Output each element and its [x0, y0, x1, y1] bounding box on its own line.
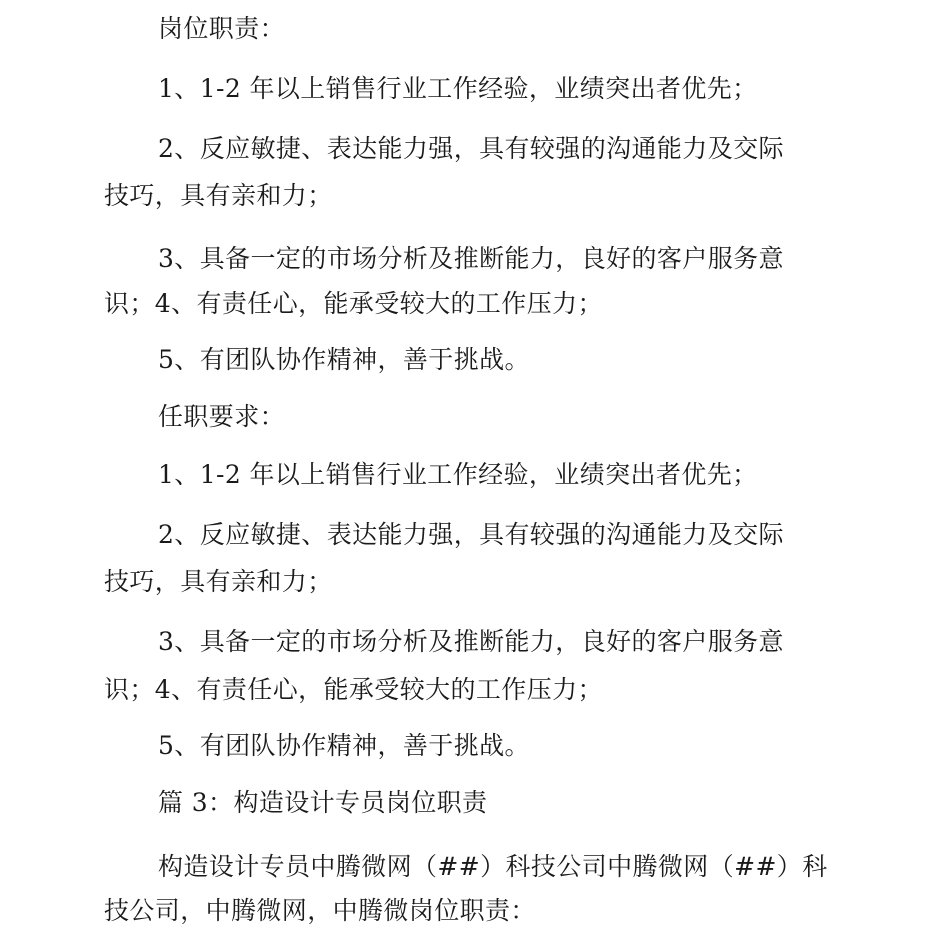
paragraph-line: 技巧，具有亲和力；	[104, 181, 333, 210]
section-heading-requirements: 任职要求：	[158, 402, 286, 431]
paragraph-line: 5、有团队协作精神，善于挑战。	[158, 345, 530, 374]
section-heading-duties: 岗位职责：	[158, 14, 286, 43]
paragraph-line: 3、具备一定的市场分析及推断能力，良好的客户服务意	[158, 627, 784, 656]
paragraph-line: 技公司，中腾微网，中腾微岗位职责：	[104, 896, 536, 925]
paragraph-line: 5、有团队协作精神，善于挑战。	[158, 731, 530, 760]
section-heading-article-3: 篇 3：构造设计专员岗位职责	[158, 788, 488, 817]
paragraph-line: 3、具备一定的市场分析及推断能力，良好的客户服务意	[158, 244, 784, 273]
paragraph-line: 识；4、有责任心，能承受较大的工作压力；	[104, 675, 603, 704]
paragraph-line: 2、反应敏捷、表达能力强，具有较强的沟通能力及交际	[158, 134, 784, 163]
paragraph-line: 构造设计专员中腾微网（##）科技公司中腾微网（##）科	[158, 852, 828, 881]
paragraph-line: 1、1-2 年以上销售行业工作经验，业绩突出者优先；	[158, 460, 758, 489]
paragraph-line: 识；4、有责任心，能承受较大的工作压力；	[104, 289, 603, 318]
paragraph-line: 2、反应敏捷、表达能力强，具有较强的沟通能力及交际	[158, 520, 784, 549]
paragraph-line: 1、1-2 年以上销售行业工作经验，业绩突出者优先；	[158, 74, 758, 103]
paragraph-line: 技巧，具有亲和力；	[104, 567, 333, 596]
